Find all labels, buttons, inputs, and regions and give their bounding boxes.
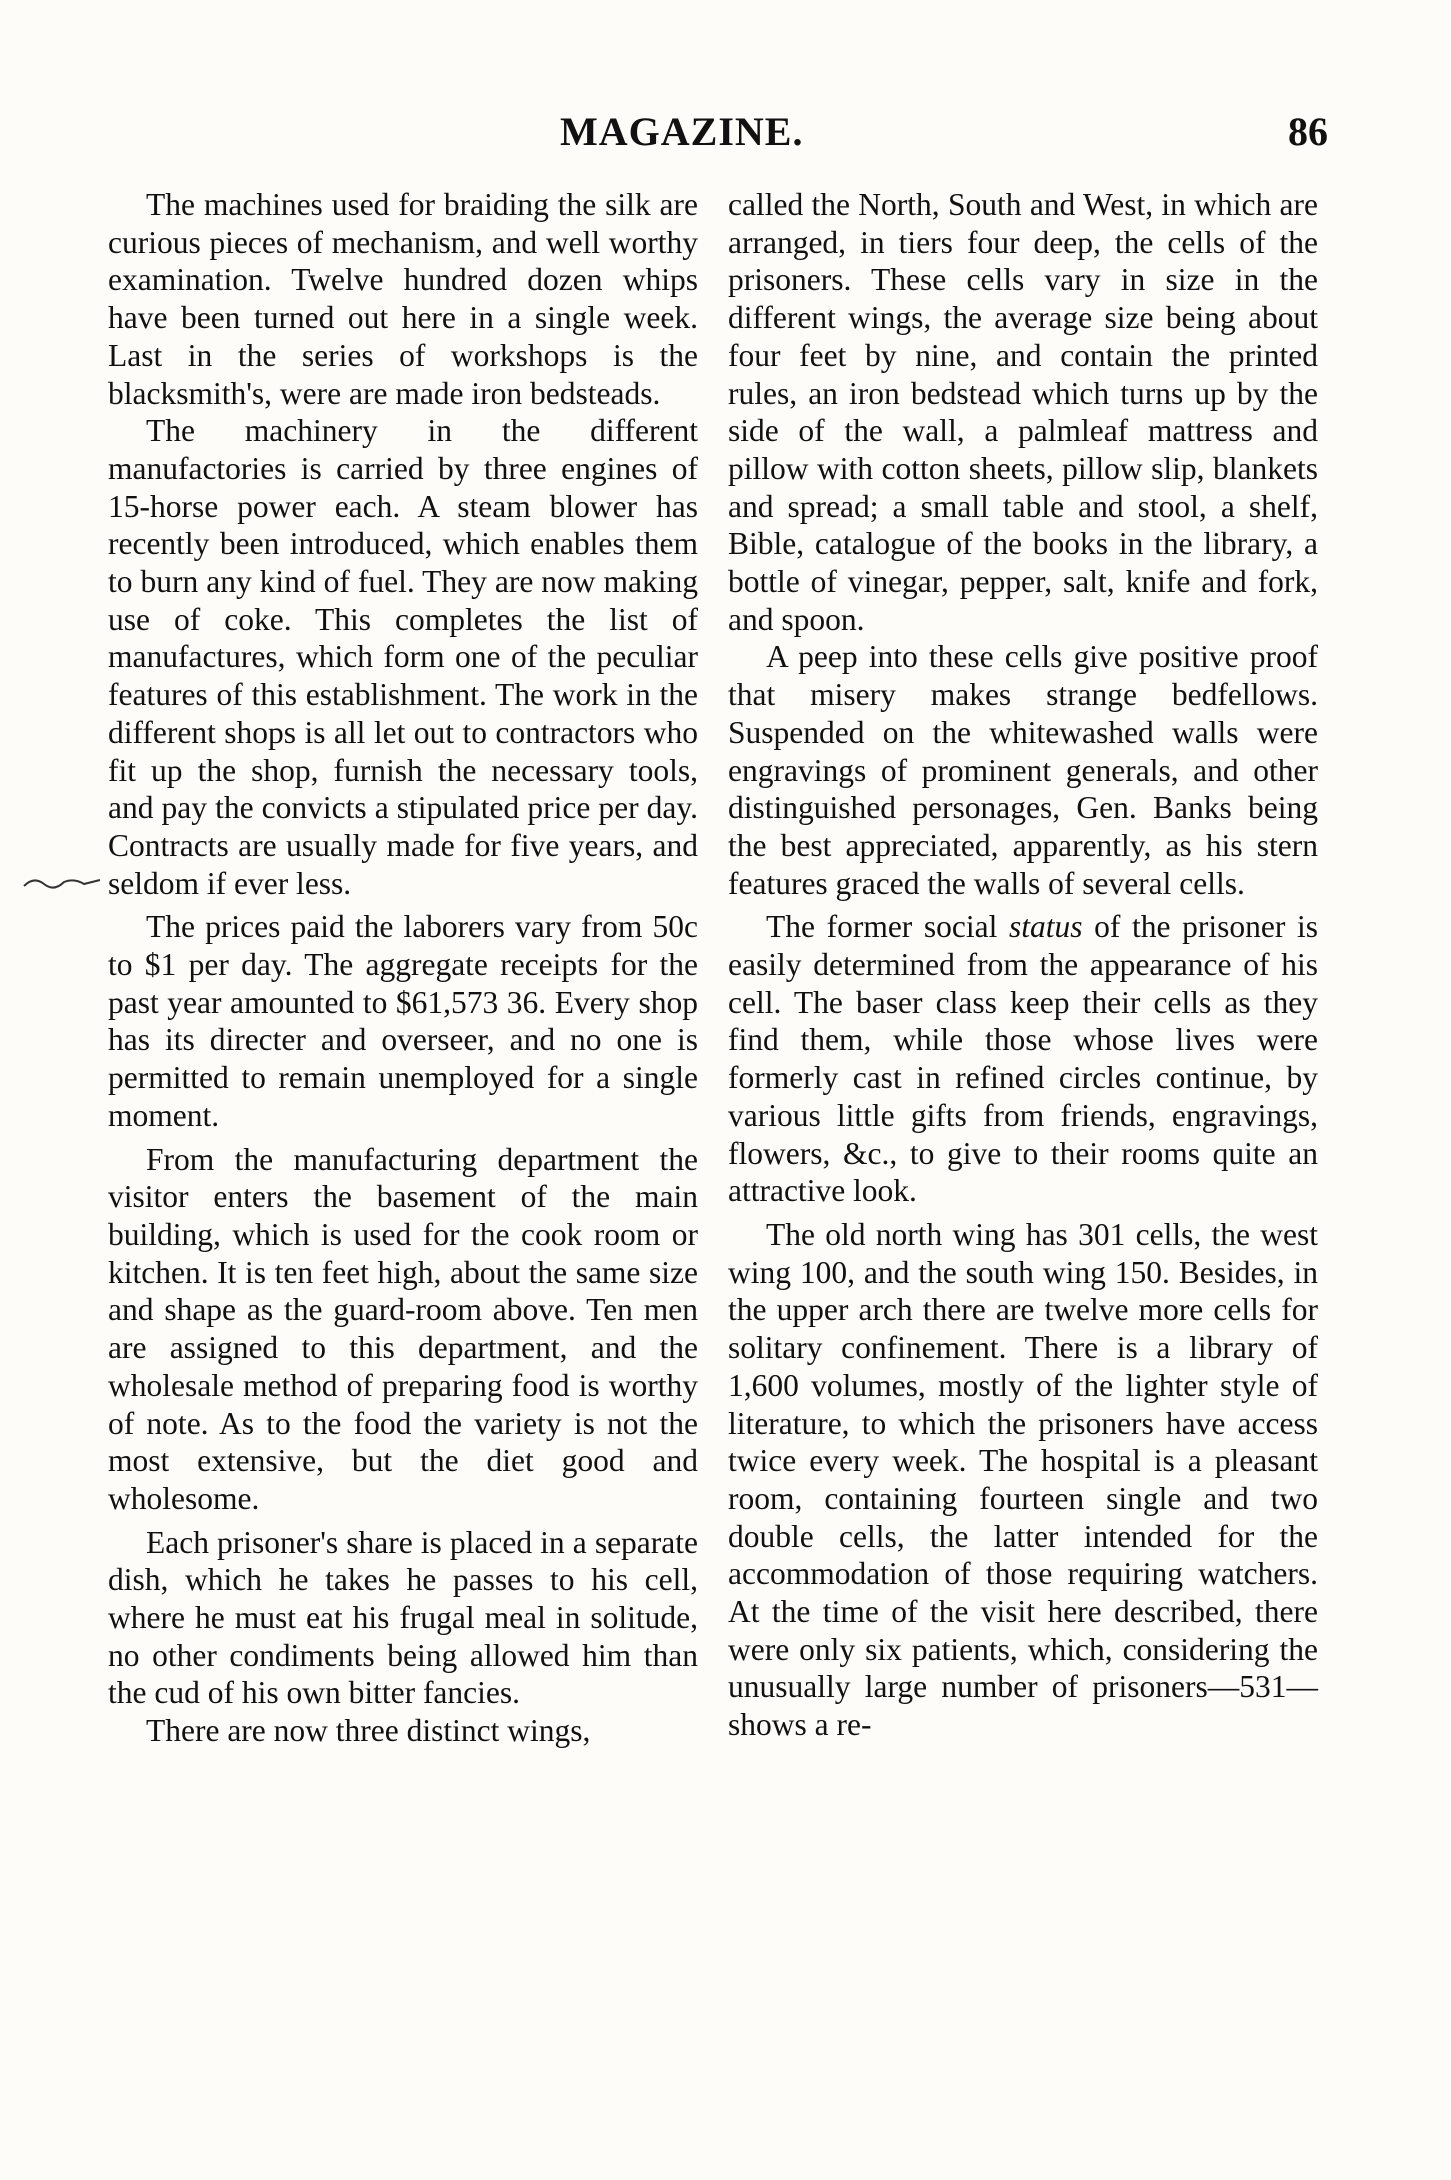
paragraph: A peep into these cells give positive proof that misery makes strange bedfellows. Suspended on the whitewashed walls were engravings of prominent generals, and other distinguished personages, Gen. Banks being the best appreciated, apparently, as his stern features graced the walls of several cells.	[728, 639, 1318, 901]
text-run: of the prisoner is easily determined from the appearance of his cell. The baser class keep their cells as they find them, while those whose lives were formerly cast in refined circles continue, by various little gifts from friends, engravings, flowers, &c., to give to their rooms quite an attractive look.	[728, 909, 1318, 1209]
margin-pen-mark	[22, 868, 102, 898]
running-title: MAGAZINE.	[560, 109, 804, 154]
page-header	[0, 108, 1451, 158]
paragraph: called the North, South and West, in which are arranged, in tiers four deep, the cells of the prisoners. These cells vary in size in the different wings, the average size being about four feet by nine, and contain the printed rules, an iron bedstead which turns up by the side of the wall, a palmleaf mattress and pillow with cotton sheets, pillow slip, blankets and spread; a small table and stool, a shelf, Bible, catalogue of the books in the library, a bottle of vinegar, pepper, salt, knife and fork, and spoon.	[728, 187, 1318, 637]
paragraph: The machines used for braiding the silk are curious pieces of mechanism, and well worthy examination. Twelve hundred dozen whips have been turned out here in a single week. Last in the series of workshops is the blacksmith's, were are made iron bedsteads.	[108, 187, 698, 411]
paragraph: The prices paid the laborers vary from 50c to $1 per day. The aggregate receipts for the past year amounted to $61,573 36. Every shop has its directer and overseer, and no one is permitted to remain unemployed for a single moment.	[108, 909, 698, 1133]
text-run: The former social	[766, 909, 998, 945]
page-number: 86	[1288, 109, 1328, 154]
paragraph: The machinery in the different manufactories is carried by three engines of 15-horse power each. A steam blower has recently been introduced, which enables them to burn any kind of fuel. They are now making use of coke. This completes the list of manufactures, which form one of the peculiar features of this establishment. The work in the different shops is all let out to contractors who fit up the shop, furnish the necessary tools, and pay the convicts a stipulated price per day. Contracts are usually made for five years, and seldom if ever less.	[108, 413, 698, 901]
right-column	[728, 186, 1318, 1744]
paragraph: There are now three distinct wings,	[146, 1713, 591, 1749]
italic-term: status	[1009, 909, 1083, 945]
paragraph: The old north wing has 301 cells, the west wing 100, and the south wing 150. Besides, in the upper arch there are twelve more cells for solitary confinement. There is a library of 1,600 volumes, mostly of the lighter style of literature, to which the prisoners have access twice every week. The hospital is a pleasant room, containing fourteen single and two double cells, the latter intended for the accommodation of those requiring watchers. At the time of the visit here described, there were only six patients, which, considering the unusually large number of prisoners—531—shows a re-	[728, 1216, 1318, 1743]
paragraph	[728, 908, 1318, 1210]
paragraph: From the manufacturing department the visitor enters the basement of the main building, which is used for the cook room or kitchen. It is ten feet high, about the same size and shape as the guard-room above. Ten men are assigned to this department, and the wholesale method of preparing food is worthy of note. As to the food the variety is not the most extensive, but the diet good and wholesome.	[108, 1141, 698, 1516]
left-column	[108, 186, 698, 1750]
paragraph: Each prisoner's share is placed in a separate dish, which he takes he passes to his cell, where he must eat his frugal meal in solitude, no other condiments being allowed him than the cud of his own bitter fancies.	[108, 1524, 698, 1711]
